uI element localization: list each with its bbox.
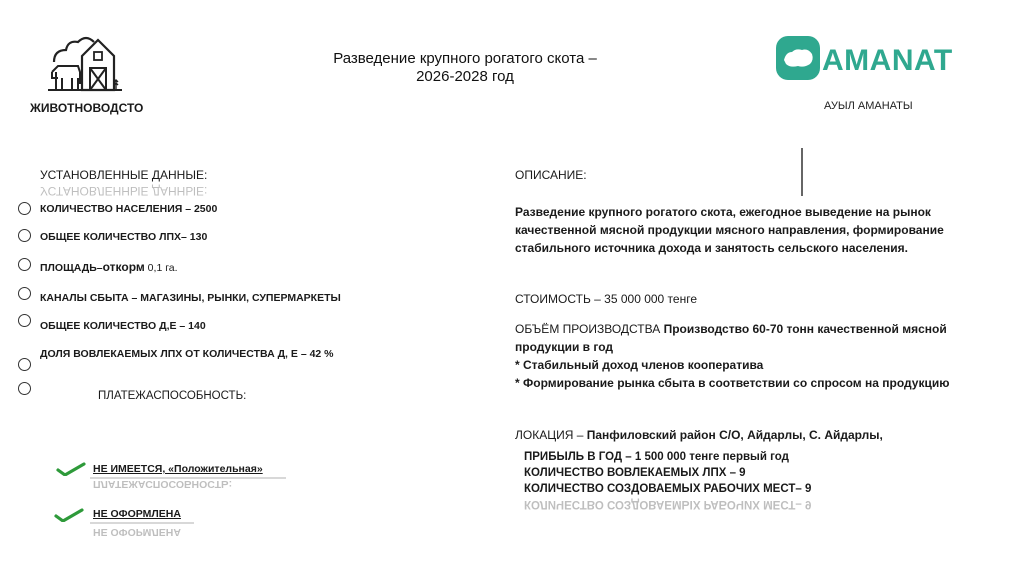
established-item-population: КОЛИЧЕСТВО НАСЕЛЕНИЯ – 2500	[40, 203, 218, 215]
title-line-2: 2026-2028 год	[416, 68, 514, 85]
established-heading: УСТАНОВЛЕННЫЕ ДАННЫЕ:	[40, 168, 208, 182]
established-heading-reflection: УСТАНОВЛЕННЫЕ ДАННЫЕ:	[40, 184, 208, 198]
profit-per-year: ПРИБЫЛЬ В ГОД – 1 500 000 тенге первый год	[524, 451, 789, 463]
volume-text: Производство 60-70 тонн качественной мясной продукции в год	[515, 322, 947, 354]
established-item-total-de: ОБЩЕЕ КОЛИЧЕСТВО Д,Е – 140	[40, 320, 206, 332]
cost-label	[515, 290, 965, 308]
established-item-share: ДОЛЯ ВОВЛЕКАЕМЫХ ЛПХ ОТ КОЛИЧЕСТВА Д, Е – 42 %	[40, 348, 334, 360]
solvency-heading-reflection: ПЛАТЕЖАСПОСОБНОСТЬ:	[93, 478, 233, 490]
area-feeding: откорм	[102, 260, 145, 274]
cost-text: СТОИМОСТЬ – 35 000 000 тенге	[515, 292, 698, 306]
kazakhstan-map-icon	[776, 36, 820, 80]
benefit-bullet-1: * Стабильный доход членов кооператива	[515, 358, 764, 372]
bullet-circle	[18, 202, 31, 215]
involved-households: КОЛИЧЕСТВО ВОВЛЕКАЕМЫХ ЛПХ – 9	[524, 467, 746, 479]
area-value: 0,1 га.	[144, 262, 178, 274]
location	[515, 426, 995, 444]
amanat-subtitle: АУЫЛ АМАНАТЫ	[824, 100, 913, 112]
solvency-item-positive: НЕ ИМЕЕТСЯ, «Положительная»	[93, 463, 263, 475]
established-item-sales-channels: КАНАЛЫ СБЫТА – МАГАЗИНЫ, РЫНКИ, СУПЕРМАРКЕТЫ	[40, 292, 341, 304]
title-line-1: Разведение крупного рогатого скота –	[333, 50, 597, 67]
divider	[801, 148, 803, 196]
benefit-bullet-2: * Формирование рынка сбыта в соответствии со спросом на продукцию	[515, 376, 950, 390]
checkmark-icon	[54, 508, 84, 522]
jobs-created: КОЛИЧЕСТВО СОЗДОВАЕМЫХ РАБОЧИХ МЕСТ– 9	[524, 483, 812, 495]
location-text: Панфиловский район С/О, Айдарлы, С. Айдарлы,	[586, 428, 883, 442]
not-registered-reflection: НЕ ОФОРМЛЕНА	[93, 526, 181, 538]
bullet-circle	[18, 258, 31, 271]
volume-label: ОБЪЁМ ПРОИЗВОДСТВА	[515, 322, 661, 336]
bullet-circle	[18, 229, 31, 242]
livestock-label: ЖИВОТНОВОДСТО	[30, 101, 144, 115]
divider	[90, 522, 194, 524]
location-label: ЛОКАЦИЯ –	[515, 428, 587, 442]
page-title	[230, 50, 700, 86]
bullet-circle	[18, 287, 31, 300]
solvency-heading: ПЛАТЕЖАСПОСОБНОСТЬ:	[98, 390, 247, 402]
solvency-item-not-registered: НЕ ОФОРМЛЕНА	[93, 508, 181, 520]
established-item-households: ОБЩЕЕ КОЛИЧЕСТВО ЛПХ– 130	[40, 231, 208, 243]
bullet-circle	[18, 314, 31, 327]
outcomes	[524, 449, 811, 497]
description-heading: ОПИСАНИЕ:	[515, 168, 587, 182]
description-text: Разведение крупного рогатого скота, ежегодное выведение на рынок качественной мясной продукции мясного направления, формирование стабильного источника дохода и занятость сельского населения.	[515, 205, 944, 255]
checkmark-icon	[56, 462, 86, 476]
farm-barn-cow-icon	[48, 28, 122, 98]
production-volume	[515, 320, 965, 392]
established-item-area	[40, 260, 178, 274]
jobs-reflection: КОЛИЧЕСТВО СОЗДОВАЕМЫХ РАБОЧИХ МЕСТ– 9	[524, 498, 812, 510]
area-label: ПЛОЩАДЬ–	[40, 262, 103, 274]
bullet-circle	[18, 358, 31, 371]
bullet-circle	[18, 382, 31, 395]
amanat-brand: AMANAT	[822, 44, 953, 77]
